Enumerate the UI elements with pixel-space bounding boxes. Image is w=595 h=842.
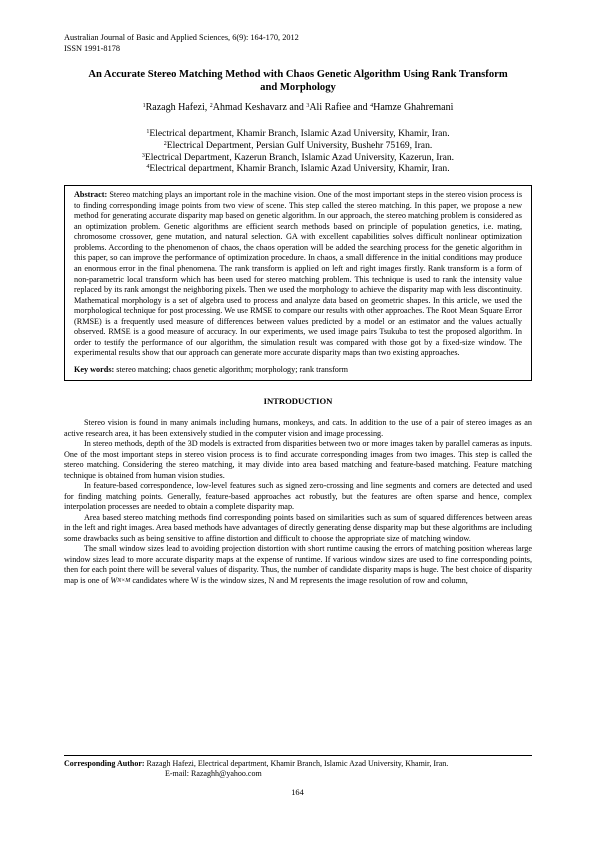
affiliation-2-text: Electrical Department, Persian Gulf University, Bushehr 75169, Iran. [166, 139, 433, 151]
author-2-sup: 2 [209, 103, 213, 109]
footer-divider [64, 755, 532, 756]
abstract-box [64, 185, 532, 381]
intro-paragraph-2: In stereo methods, depth of the 3D models is extracted from disparities between two or more images taken by parallel cameras as inputs. One of the most important steps in stereo vision process is to find accurate corresponding images from two images. This step is called the stereo matching. Considering the stereo matching, it may divide into area based matching and feature-based matching. Feature matching technique is obtained from human vision studies. [64, 439, 532, 480]
math-window-symbol: W [110, 575, 118, 585]
journal-issn: ISSN 1991-8178 [64, 43, 121, 53]
journal-citation: Australian Journal of Basic and Applied Sciences, 6(9): 164-170, 2012 [64, 33, 299, 42]
author-4-sup: 4 [370, 103, 374, 109]
affiliation-3-sup: 3 [141, 152, 145, 159]
keywords [74, 365, 522, 376]
affiliation-4 [64, 163, 532, 175]
intro-paragraph-5-tail: candidates where W is the window sizes, N and M represents the image resolution of row and column, [130, 575, 468, 585]
introduction-body [64, 418, 532, 586]
affiliation-2-sup: 2 [163, 140, 167, 147]
affiliation-list [64, 128, 532, 175]
author-4: Hamze Ghahremani [373, 102, 454, 113]
corresponding-author-footer [64, 759, 532, 779]
corresponding-author-label: Corresponding Author: [64, 759, 145, 768]
author-1-sup: 1 [142, 103, 146, 109]
corresponding-author [64, 759, 532, 769]
affiliation-4-sup: 4 [146, 164, 150, 171]
intro-paragraph-1: Stereo vision is found in many animals including humans, monkeys, and cats. In addition to the use of a pair of stereo images as an active research area, it has been extensively studied in the computer vision and image processing. [64, 418, 532, 438]
corresponding-author-text: Razagh Hafezi, Electrical department, Khamir Branch, Islamic Azad University, Khamir, Iran. [144, 759, 449, 768]
abstract-label: Abstract: [74, 190, 108, 200]
abstract [74, 190, 522, 359]
page-number: 164 [291, 788, 304, 797]
section-heading-introduction: INTRODUCTION [263, 396, 333, 407]
affiliation-2 [64, 140, 532, 152]
affiliation-1-text: Electrical department, Khamir Branch, Islamic Azad University, Khamir, Iran. [149, 128, 450, 139]
author-1: Razagh Hafezi, [145, 102, 210, 113]
keywords-text: stereo matching; chaos genetic algorithm; morphology; rank transform [114, 364, 348, 374]
intro-paragraph-3: In feature-based correspondence, low-level features such as signed zero-crossing and line segments and corners are detected and used for finding matching points. Generally, feature-based approaches act robustly, but the features are often sparse and hence, complex interpolation processes are needed to obtain a complete disparity map. [64, 481, 532, 512]
author-list [64, 102, 532, 114]
affiliation-4-text: Electrical department, Khamir Branch, Islamic Azad University, Khamir, Iran. [149, 163, 450, 175]
author-3-sup: 3 [306, 103, 310, 109]
affiliation-1-sup: 1 [146, 129, 150, 135]
affiliation-1 [64, 128, 532, 140]
intro-paragraph-5 [64, 544, 532, 586]
math-exponent: N×M [117, 577, 131, 584]
intro-paragraph-4: Area based stereo matching methods find corresponding points based on similarities such as sum of squared differences between areas in the left and right images. Area based methods have advantages of directly generating dense disparity map but these algorithms are including some drawbacks such as being sensitive to affine distortion and difficult to choose the appropriate size of matching window. [64, 512, 532, 543]
author-2: Ahmad Keshavarz and [212, 102, 307, 113]
affiliation-3-text: Electrical Department, Kazerun Branch, Islamic Azad University, Kazerun, Iran. [144, 151, 455, 163]
intro-paragraph-5-text: The small window sizes lead to avoiding projection distortion with short runtime causing the errors of matching position whereas large window sizes lead to more accurate disparity maps at the expense of runtime. If various window sizes are used to fine corresponding points, then for each point there will be several values of disparity. Thus, the number of candidate disparity maps is huge. The best choice of disparity map is one of [64, 544, 532, 585]
author-email: E-mail: Razaghh@yahoo.com [165, 769, 262, 779]
affiliation-3 [64, 152, 532, 164]
journal-header [64, 33, 532, 54]
author-3: Ali Rafiee and [309, 102, 371, 113]
abstract-text: Stereo matching plays an important role in the machine vision. One of the most important steps in the stereo vision process is to finding corresponding image points from two view of scene. This step called the stereo matching. In this paper, we propose a new method for generating accurate disparity map based on genetic algorithm. In our approach, the stereo matching problem is considered as an optimization problem. Genetic algorithms are efficient search methods based on principle of population genetics, i.e. mating, chromosome crossover, gene mutation, and natural selection. GA with excellent capabilities solves difficult nonlinear optimization problems. According to the phenomenon of chaos, the chaos operation will be added the searching process for the genetic algorithm in this paper, so can improve the performance of optimization procedure. In chaos, a small difference in the initial conditions may produce an enormous error in the final phenomena. The rank transform is applied on left and right images firstly. Rank transform is a form of non-parametric local transform which has been used for stereo matching problem. This technique is used to rank the intensity value replaced by its rank amongst the neighboring pixels. Then we used the morphology to achieve the disparity map with less discontinuity. Mathematical morphology is a set of algebra used to process and analyze data based on geometric shapes. In this article, we used the morphological technique for post processing. We use RMSE to compare our results with other approaches. The Root Mean Square Error (RMSE) is a frequently used measure of differences between values predicted by a model or an estimator and the values actually observed. RMSE is a good measure of accuracy. In our experiments, we used image pairs Tsukuba to test the proposed algorithm. In order to testify the performance of our algorithm, the simulation result was compared with those got by a fixed-size window. The experimental results show that our approach can generate more accurate disparity maps than two existing approaches. [74, 190, 523, 358]
paper-title: An Accurate Stereo Matching Method with Chaos Genetic Algorithm Using Rank Transform and Morphology [88, 69, 508, 93]
keywords-label: Key words: [74, 364, 115, 374]
paper-page [64, 33, 532, 586]
